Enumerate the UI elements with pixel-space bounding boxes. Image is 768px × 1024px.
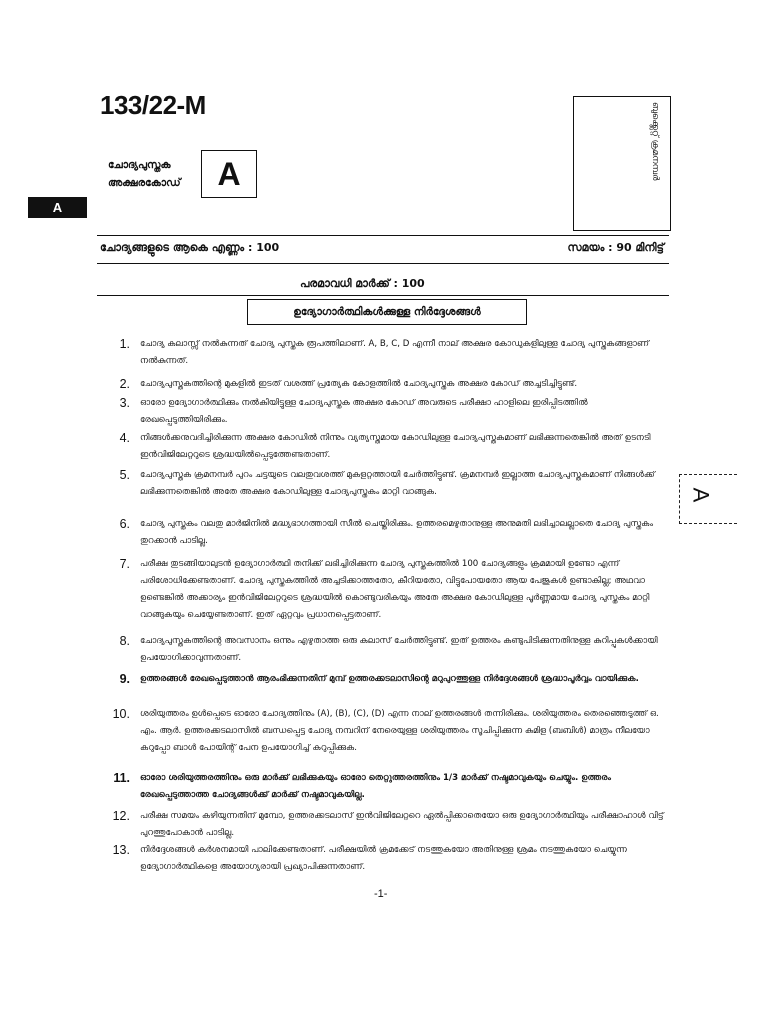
- instruction-text: പരീക്ഷ സമയം കഴിയുന്നതിന് മുമ്പോ, ഉത്തരക്കടലാസ് ഇൻവിജിലേറ്ററെ ഏൽപ്പിക്കാതെയോ ഒരു ഉദ്യോഗാർത്ഥിയും പരീക്ഷാഹാൾ വിട്ട് പുറത്തുപോകാൻ പാടില്ല.: [140, 811, 664, 838]
- instruction-text: നിർദ്ദേശങ്ങൾ കർശനമായി പാലിക്കേണ്ടതാണ്. പരീക്ഷയിൽ ക്രമക്കേട് നടത്തുകയോ അതിനുള്ള ശ്രമം നടത്തുകയോ ചെയ്യുന്ന ഉദ്യോഗാർത്ഥികളെ അയോഗ്യരായി പ്രഖ്യാപിക്കുന്നതാണ്.: [140, 845, 627, 872]
- instruction-item: [108, 395, 668, 429]
- instruction-number: 4.: [119, 431, 130, 445]
- instruction-number: 10.: [112, 707, 130, 721]
- instruction-number: 11.: [113, 771, 130, 785]
- instruction-number: 9.: [119, 672, 130, 686]
- instruction-number: 2.: [119, 377, 130, 391]
- instruction-item: [108, 633, 668, 667]
- divider-middle: [97, 263, 669, 264]
- max-marks: പരമാവധി മാർക്ക് : 100: [300, 277, 425, 290]
- instruction-item: [108, 516, 668, 550]
- instruction-text: ഓരോ ഉദ്യോഗാർത്ഥിക്കും നൽകിയിട്ടുള്ള ചോദ്യപുസ്തക അക്ഷര കോഡ് അവരുടെ പരീക്ഷാ ഹാളിലെ ഇരിപ്പിടത്തിൽ രേഖപ്പെടുത്തിയിരിക്കും.: [140, 398, 588, 425]
- divider-bottom: [97, 295, 669, 296]
- instruction-item: [108, 842, 668, 876]
- instruction-text: ചോദ്യ പുസ്തകം വലതു മാർജിനിൽ മദ്ധ്യഭാഗത്തായി സീൽ ചെയ്തിരിക്കും. ഉത്തരമെഴുതാനുള്ള അനുമതി ലഭിച്ചാലല്ലാതെ ചോദ്യ പുസ്തകം തുറക്കാൻ പാടില്ല.: [140, 519, 654, 546]
- serial-number-label-text: ബുക്ക്ലെറ്റ് ക്രമനമ്പർ: [650, 102, 660, 181]
- margin-code-letter: A: [688, 487, 714, 503]
- instruction-item: [108, 467, 668, 501]
- instruction-number: 13.: [112, 843, 130, 857]
- paper-code: 133/22-M: [100, 90, 206, 120]
- instruction-number: 8.: [119, 634, 130, 648]
- instruction-item: [108, 376, 668, 393]
- instruction-text: ചോദ്യപുസ്തകത്തിന്റെ മുകളിൽ ഇടത് വശത്ത് പ്രത്യേക കോളത്തിൽ ചോദ്യപുസ്തക അക്ഷര കോഡ് അച്ചടിച്ചിട്ടുണ്ട്.: [140, 379, 578, 389]
- side-code-tab: A: [28, 197, 87, 218]
- instruction-text: ഉത്തരങ്ങൾ രേഖപ്പെടുത്താൻ ആരംഭിക്കുന്നതിന് മുമ്പ് ഉത്തരക്കടലാസിന്റെ മറുപുറത്തുള്ള നിർദ്ദേശങ്ങൾ ശ്രദ്ധാപൂർവ്വം വായിക്കുക.: [140, 674, 639, 684]
- instruction-number: 1.: [119, 337, 130, 351]
- divider-top: [97, 235, 669, 236]
- instruction-item: [108, 808, 668, 842]
- instruction-item: [108, 770, 668, 804]
- instructions-title: ഉദ്യോഗാർത്ഥികൾക്കുള്ള നിർദ്ദേശങ്ങൾ: [247, 299, 527, 325]
- instruction-text: ശരിയുത്തരം ഉൾപ്പെടെ ഓരോ ചോദ്യത്തിനും (A), (B), (C), (D) എന്ന നാല് ഉത്തരങ്ങൾ തന്നിരിക്കും. ശരിയുത്തരം തെരഞ്ഞെടുത്ത് ഒ. എം. ആർ. ഉത്തരക്കടലാസിൽ ബന്ധപ്പെട്ട ചോദ്യ നമ്പറിന് നേരെയുള്ള ശരിയുത്തരം സൂചിപ്പിക്കുന്ന കുമിള (ബബിൾ) മാത്രം നീലയോ കറുപ്പോ ബാൾ പോയിന്റ് പേന ഉപയോഗിച്ച് കറുപ്പിക്കുക.: [140, 709, 659, 753]
- instruction-text: ചോദ്യ കലാസ്സ് നൽകുന്നത് ചോദ്യ പുസ്തക രൂപത്തിലാണ്. A, B, C, D എന്നീ നാല് അക്ഷര കോഡുകളിലുള്ള ചോദ്യ പുസ്തകങ്ങളാണ് നൽകുന്നത്.: [140, 339, 650, 366]
- instruction-text: ചോദ്യപുസ്തകത്തിന്റെ അവസാനം ഒന്നും എഴുതാത്ത ഒരു കലാസ് ചേർത്തിട്ടുണ്ട്. ഇത് ഉത്തരം കണ്ടുപിടിക്കുന്നതിനുള്ള കുറിപ്പുകൾക്കായി ഉപയോഗിക്കാവുന്നതാണ്.: [140, 636, 658, 663]
- instruction-text: പരീക്ഷ തുടങ്ങിയാലുടൻ ഉദ്യോഗാർത്ഥി തനിക്ക് ലഭിച്ചിരിക്കുന്ന ചോദ്യ പുസ്തകത്തിൽ 100 ചോദ്യങ്ങളും ക്രമമായി ഉണ്ടോ എന്ന് പരിശോധിക്കേണ്ടതാണ്. ചോദ്യ പുസ്തകത്തിൽ അച്ചടിക്കാത്തതോ, കീറിയതോ, വിട്ടുപോയതോ ആയ പേജുകൾ ഉണ്ടാകില്ല; അഥവാ ഉണ്ടെങ്കിൽ അക്കാര്യം ഇൻവിജിലേറ്ററുടെ ശ്രദ്ധയിൽ കൊണ്ടുവരികയും അതേ അക്ഷര കോഡിലുള്ള പൂർണ്ണമായ ചോദ്യ പുസ്തകം മാറ്റി വാങ്ങുകയും ചെയ്യേണ്ടതാണ്. ഇത് ഏറ്റവും പ്രധാനപ്പെട്ടതാണ്.: [140, 559, 650, 620]
- instruction-item: [108, 556, 668, 624]
- instruction-number: 6.: [119, 517, 130, 531]
- instruction-text: ഓരോ ശരിയുത്തരത്തിനും ഒരു മാർക്ക് ലഭിക്കുകയും ഓരോ തെറ്റുത്തരത്തിനും 1/3 മാർക്ക് നഷ്ടമാവുകയും ചെയ്യും. ഉത്തരം രേഖപ്പെടുത്താത്ത ചോദ്യങ്ങൾക്ക് മാർക്ക് നഷ്ടമാവുകയില്ല.: [140, 773, 612, 800]
- instruction-number: 7.: [119, 557, 130, 571]
- instruction-number: 5.: [119, 468, 130, 482]
- question-count: ചോദ്യങ്ങളുടെ ആകെ എണ്ണം : 100: [100, 241, 280, 254]
- serial-number-label: [640, 102, 666, 222]
- instruction-item: [108, 706, 668, 757]
- booklet-code-label: [108, 156, 181, 192]
- booklet-code-box: A: [201, 150, 257, 198]
- instruction-item: [108, 336, 668, 370]
- instruction-item: [108, 430, 668, 464]
- margin-seal-mark: [679, 474, 739, 524]
- time-allowed: സമയം : 90 മിനിട്ട്: [567, 241, 664, 254]
- instruction-number: 12.: [112, 809, 130, 823]
- instruction-number: 3.: [119, 396, 130, 410]
- instruction-text: ചോദ്യപുസ്തക ക്രമനമ്പർ പുറം ചട്ടയുടെ വലതുവശത്ത് മുകളറ്റത്തായി ചേർത്തിട്ടുണ്ട്. ക്രമനമ്പർ ഇല്ലാത്ത ചോദ്യപുസ്തകമാണ് നിങ്ങൾക്ക് ലഭിക്കുന്നതെങ്കിൽ അതേ അക്ഷര കോഡിലുള്ള ചോദ്യപുസ്തകം മാറ്റി വാങ്ങുക.: [140, 470, 655, 497]
- instruction-text: നിങ്ങൾക്കനുവദിച്ചിരിക്കുന്ന അക്ഷര കോഡിൽ നിന്നും വ്യത്യസ്തമായ കോഡിലുള്ള ചോദ്യപുസ്തകമാണ് ലഭിക്കുന്നതെങ്കിൽ അത് ഉടനടി ഇൻവിജിലേറ്ററുടെ ശ്രദ്ധയിൽപ്പെടുത്തേണ്ടതാണ്.: [140, 433, 651, 460]
- page-number: -1-: [374, 888, 388, 900]
- booklet-label-line1: ചോദ്യപുസ്തക: [108, 159, 171, 171]
- booklet-label-line2: അക്ഷരകോഡ്: [108, 177, 181, 189]
- instruction-item: [108, 671, 668, 688]
